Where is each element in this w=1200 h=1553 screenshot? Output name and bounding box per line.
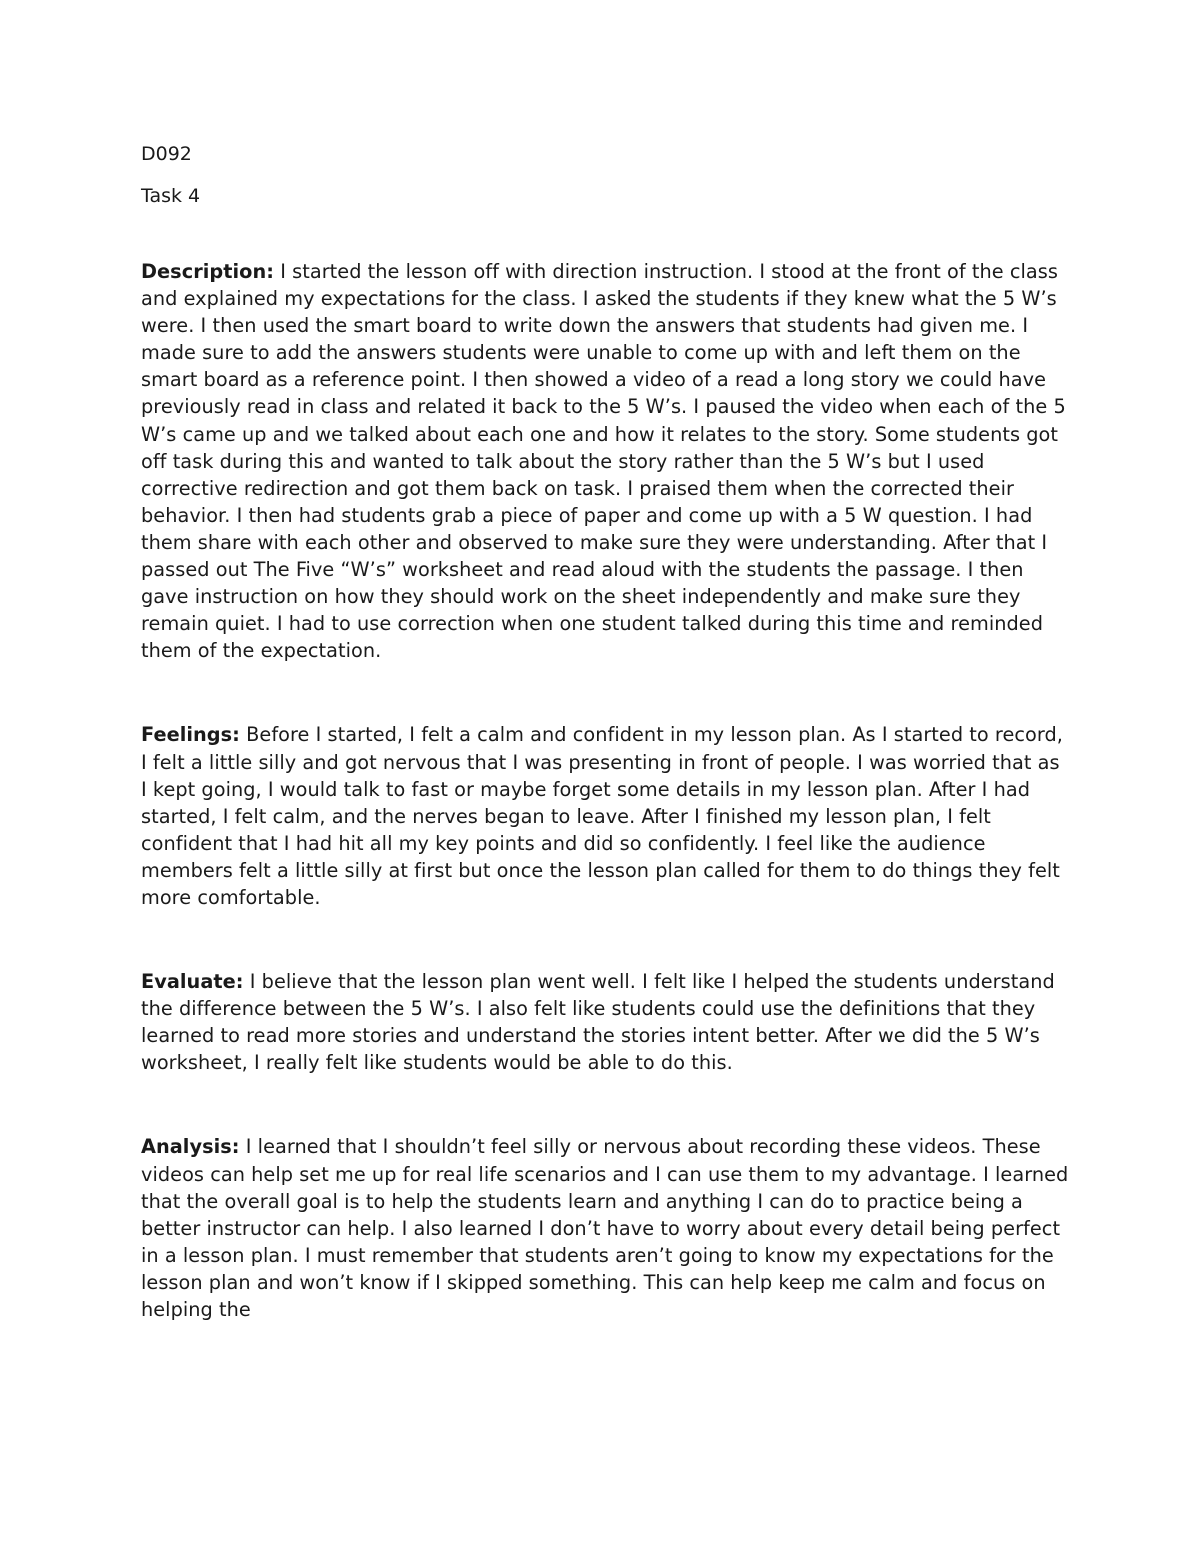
description-label: Description: xyxy=(141,260,275,283)
evaluate-text: I believe that the lesson plan went well. I felt like I helped the students understand the difference between the 5 W’s. I also felt like students could use the definitions that they learned to read more stories and understand the stories intent better. After we did the 5 W’s worksheet, I really felt like students would be able to do this. xyxy=(141,970,1055,1075)
course-code: D092 xyxy=(141,143,192,165)
document-body xyxy=(141,141,1071,1323)
analysis-text: I learned that I shouldn’t feel silly or nervous about recording these videos. These videos can help set me up for real life scenarios and I can use them to my advantage. I learned that the overall goal is to help the students learn and anything I can do to practice being a better instructor can help. I also learned I don’t have to worry about every detail being perfect in a lesson plan. I must remember that students aren’t going to know my expectations for the lesson plan and won’t know if I skipped something. This can help keep me calm and focus on helping the xyxy=(141,1135,1069,1321)
feelings-paragraph xyxy=(141,721,1071,911)
analysis-paragraph xyxy=(141,1133,1071,1323)
description-text: I started the lesson off with direction instruction. I stood at the front of the class and explained my expectations for the class. I asked the students if they knew what the 5 W’s were. I then used the smart board to write down the answers that students had given me. I made sure to add the answers students were unable to come up with and left them on the smart board as a reference point. I then showed a video of a read a long story we could have previously read in class and related it back to the 5 W’s. I paused the video when each of the 5 W’s came up and we talked about each one and how it relates to the story. Some students got off task during this and wanted to talk about the story rather than the 5 W’s but I used corrective redirection and got them back on task. I praised them when the corrected their behavior. I then had students grab a piece of paper and come up with a 5 W question. I had them share with each other and observed to make sure they were understanding. After that I passed out The Five “W’s” worksheet and read aloud with the students the passage. I then gave instruction on how they should work on the sheet independently and make sure they remain quiet. I had to use correction when one student talked during this time and reminded them of the expectation. xyxy=(141,260,1066,663)
evaluate-paragraph xyxy=(141,968,1071,1076)
analysis-label: Analysis: xyxy=(141,1135,240,1159)
task-title: Task 4 xyxy=(141,185,201,207)
feelings-text: Before I started, I felt a calm and confident in my lesson plan. As I started to record, I felt a little silly and got nervous that I was presenting in front of people. I was worried that as I kept going, I would talk to fast or maybe forget some details in my lesson plan. After I had started, I felt calm, and the nerves began to leave. After I finished my lesson plan, I felt confident that I had hit all my key points and did so confidently. I feel like the audience members felt a little silly at first but once the lesson plan called for them to do things they felt more comfortable. xyxy=(141,723,1063,909)
evaluate-label: Evaluate: xyxy=(141,970,244,994)
description-paragraph xyxy=(141,258,1071,664)
feelings-label: Feelings: xyxy=(141,723,240,747)
